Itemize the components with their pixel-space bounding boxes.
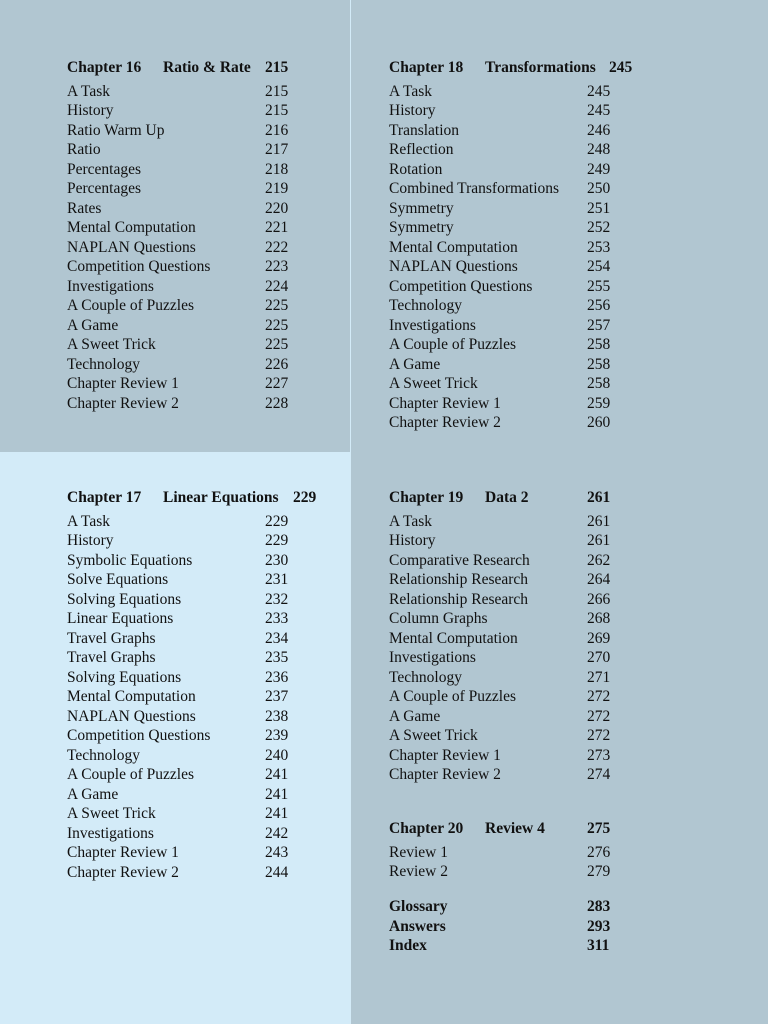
toc-entry-page: 236 bbox=[265, 668, 289, 686]
toc-entry-page: 258 bbox=[587, 336, 611, 353]
toc-entry-title: History bbox=[389, 102, 436, 119]
toc-entry-title: A Sweet Trick bbox=[67, 336, 156, 353]
toc-entry-title: Chapter Review 2 bbox=[67, 863, 179, 881]
toc-entry-title: A Task bbox=[67, 512, 110, 530]
toc-entry-page: 269 bbox=[587, 629, 611, 647]
toc-entry-title: Chapter Review 1 bbox=[67, 375, 179, 392]
toc-entry-page: 217 bbox=[265, 141, 289, 158]
toc-entry-page: 242 bbox=[265, 824, 289, 842]
toc-entry-title: Competition Questions bbox=[389, 277, 533, 295]
toc-entry-page: 259 bbox=[587, 394, 611, 412]
chapter-title: Data 2 bbox=[485, 489, 529, 506]
toc-entry-page: 221 bbox=[265, 219, 289, 236]
toc-entry-page: 238 bbox=[265, 707, 289, 725]
toc-entry-title: A Game bbox=[67, 316, 119, 334]
toc-entry-title: Comparative Research bbox=[389, 551, 530, 569]
toc-entry-title: A Couple of Puzzles bbox=[67, 766, 194, 783]
toc-entry-page: 251 bbox=[587, 199, 611, 217]
back-matter-title: Glossary bbox=[389, 898, 448, 915]
toc-entry-title: Column Graphs bbox=[389, 610, 488, 627]
chapter-number: Chapter 16 bbox=[67, 59, 142, 76]
toc-entry-page: 233 bbox=[265, 610, 289, 627]
toc-entry-page: 237 bbox=[265, 688, 289, 705]
toc-entry-title: NAPLAN Questions bbox=[389, 258, 518, 275]
toc-entry-title: Mental Computation bbox=[67, 688, 196, 705]
chapter-number: Chapter 17 bbox=[67, 489, 142, 506]
toc-entry-page: 250 bbox=[587, 180, 611, 197]
toc-entry-page: 225 bbox=[265, 336, 289, 353]
toc-entry-title: Chapter Review 1 bbox=[67, 844, 179, 861]
toc-entry-page: 276 bbox=[587, 843, 611, 861]
chapter-title: Linear Equations bbox=[163, 489, 279, 506]
toc-entry-page: 229 bbox=[265, 532, 289, 549]
chapter-number: Chapter 18 bbox=[389, 59, 464, 76]
toc-entry-title: Solve Equations bbox=[67, 571, 169, 588]
toc-entry-page: 266 bbox=[587, 590, 611, 608]
toc-entry-title: NAPLAN Questions bbox=[67, 238, 196, 256]
toc-entry-title: Ratio bbox=[67, 141, 101, 158]
chapter-page: 261 bbox=[587, 489, 611, 506]
toc-entry-title: A Game bbox=[389, 355, 441, 373]
toc-entry-page: 253 bbox=[587, 238, 611, 256]
toc-entry-page: 262 bbox=[587, 551, 611, 569]
toc-entry-title: Chapter Review 2 bbox=[67, 394, 179, 412]
toc-entry-page: 231 bbox=[265, 571, 289, 588]
toc-entry-page: 239 bbox=[265, 727, 289, 744]
toc-entry-page: 258 bbox=[587, 375, 611, 392]
toc-entry-page: 218 bbox=[265, 160, 289, 178]
toc-entry-title: A Couple of Puzzles bbox=[389, 688, 516, 705]
toc-entry-title: Mental Computation bbox=[67, 219, 196, 236]
toc-entry-page: 234 bbox=[265, 629, 289, 647]
toc-entry-title: Symbolic Equations bbox=[67, 551, 193, 569]
chapter-number: Chapter 19 bbox=[389, 489, 464, 506]
toc-entry-title: Combined Transformations bbox=[389, 180, 560, 197]
toc-entry-title: History bbox=[67, 102, 114, 119]
toc-entry-title: Competition Questions bbox=[67, 727, 211, 744]
toc-entry-title: Travel Graphs bbox=[67, 649, 156, 666]
toc-entry-title: Review 1 bbox=[389, 843, 448, 861]
toc-entry-page: 244 bbox=[265, 863, 289, 881]
toc-entry-title: Competition Questions bbox=[67, 258, 211, 275]
toc-entry-page: 258 bbox=[587, 355, 611, 373]
back-matter-page: 293 bbox=[587, 917, 611, 935]
toc-entry-page: 241 bbox=[265, 805, 289, 822]
chapter-page: 229 bbox=[293, 489, 317, 506]
toc-entry-page: 232 bbox=[265, 590, 289, 608]
toc-entry-title: Review 2 bbox=[389, 863, 448, 880]
toc-entry-page: 215 bbox=[265, 82, 289, 100]
toc-entry-page: 235 bbox=[265, 649, 289, 666]
toc-entry-title: Ratio Warm Up bbox=[67, 121, 165, 139]
chapter-number: Chapter 20 bbox=[389, 820, 464, 837]
toc-entry-title: Mental Computation bbox=[389, 238, 518, 256]
toc-entry-page: 241 bbox=[265, 766, 289, 783]
toc-entry-page: 228 bbox=[265, 394, 289, 412]
back-matter-title: Answers bbox=[389, 917, 446, 935]
toc-entry-page: 248 bbox=[587, 141, 611, 158]
back-matter-page: 283 bbox=[587, 898, 611, 915]
toc-entry-page: 224 bbox=[265, 277, 289, 295]
chapter-page: 215 bbox=[265, 59, 289, 76]
toc-entry-page: 216 bbox=[265, 121, 289, 139]
toc-entry-title: Relationship Research bbox=[389, 571, 529, 588]
back-matter-title: Index bbox=[389, 937, 427, 954]
toc-entry-page: 270 bbox=[587, 649, 611, 666]
toc-entry-page: 261 bbox=[587, 532, 611, 549]
toc-entry-title: A Couple of Puzzles bbox=[389, 336, 516, 353]
toc-entry-page: 225 bbox=[265, 297, 289, 314]
toc-entry-page: 245 bbox=[587, 82, 611, 100]
toc-entry-title: A Couple of Puzzles bbox=[67, 297, 194, 314]
toc-entry-title: Mental Computation bbox=[389, 629, 518, 647]
chapter-page: 245 bbox=[609, 59, 633, 76]
toc-entry-page: 245 bbox=[587, 102, 611, 119]
column-divider bbox=[350, 0, 351, 1024]
toc-entry-title: A Task bbox=[389, 512, 432, 530]
toc-entry-page: 249 bbox=[587, 160, 611, 178]
toc-entry-page: 279 bbox=[587, 863, 611, 880]
toc-entry-page: 246 bbox=[587, 121, 611, 139]
toc-entry-title: Relationship Research bbox=[389, 590, 529, 608]
chapter-title: Review 4 bbox=[485, 820, 545, 837]
toc-entry-title: Chapter Review 2 bbox=[389, 414, 501, 431]
toc-entry-page: 227 bbox=[265, 375, 289, 392]
toc-entry-title: Symmetry bbox=[389, 219, 454, 236]
toc-entry-title: Chapter Review 1 bbox=[389, 746, 501, 764]
toc-entry-title: Technology bbox=[67, 746, 140, 764]
toc-entry-page: 252 bbox=[587, 219, 611, 236]
toc-entry-page: 271 bbox=[587, 668, 611, 686]
toc-entry-page: 215 bbox=[265, 102, 289, 119]
toc-entry-page: 222 bbox=[265, 238, 289, 256]
toc-entry-page: 261 bbox=[587, 512, 611, 530]
toc-entry-page: 223 bbox=[265, 258, 289, 275]
toc-entry-page: 225 bbox=[265, 316, 289, 334]
chapter-title: Transformations bbox=[485, 59, 596, 76]
toc-entry-page: 256 bbox=[587, 297, 611, 314]
toc-entry-title: Chapter Review 1 bbox=[389, 394, 501, 412]
toc-entry-title: A Game bbox=[67, 785, 119, 803]
chapter-title: Ratio & Rate bbox=[163, 59, 251, 76]
toc-entry-title: Solving Equations bbox=[67, 668, 182, 686]
toc-entry-title: Investigations bbox=[67, 824, 154, 842]
toc-entry-title: A Sweet Trick bbox=[389, 375, 478, 392]
toc-entry-page: 273 bbox=[587, 746, 611, 764]
toc-entry-page: 240 bbox=[265, 746, 289, 764]
toc-entry-page: 226 bbox=[265, 355, 289, 373]
toc-entry-page: 272 bbox=[587, 688, 611, 705]
toc-entry-title: A Sweet Trick bbox=[389, 727, 478, 744]
toc-entry-title: Travel Graphs bbox=[67, 629, 156, 647]
toc-entry-title: A Game bbox=[389, 707, 441, 725]
toc-entry-page: 243 bbox=[265, 844, 289, 861]
toc-entry-title: Translation bbox=[389, 121, 460, 139]
toc-entry-page: 229 bbox=[265, 512, 289, 530]
toc-entry-page: 254 bbox=[587, 258, 611, 275]
toc-entry-title: Percentages bbox=[67, 180, 142, 197]
toc-entry-title: Rotation bbox=[389, 160, 443, 178]
toc-entry-title: A Sweet Trick bbox=[67, 805, 156, 822]
chapter-page: 275 bbox=[587, 820, 611, 837]
toc-entry-page: 241 bbox=[265, 785, 289, 803]
toc-entry-title: Technology bbox=[67, 355, 140, 373]
toc-entry-title: Investigations bbox=[67, 277, 154, 295]
toc-entry-title: Rates bbox=[67, 199, 102, 217]
toc-entry-page: 264 bbox=[587, 571, 611, 588]
toc-entry-page: 272 bbox=[587, 727, 611, 744]
toc-entry-title: Solving Equations bbox=[67, 590, 182, 608]
toc-entry-title: Percentages bbox=[67, 160, 142, 178]
toc-entry-page: 274 bbox=[587, 766, 611, 783]
toc-entry-page: 255 bbox=[587, 277, 611, 295]
toc-entry-title: A Task bbox=[389, 82, 432, 100]
toc-entry-title: Symmetry bbox=[389, 199, 454, 217]
toc-entry-title: Linear Equations bbox=[67, 610, 174, 627]
toc-entry-page: 220 bbox=[265, 199, 289, 217]
toc-entry-page: 268 bbox=[587, 610, 611, 627]
toc-entry-title: Investigations bbox=[389, 316, 476, 334]
toc-entry-title: Technology bbox=[389, 297, 462, 314]
back-matter-page: 311 bbox=[587, 937, 610, 954]
toc-entry-page: 219 bbox=[265, 180, 289, 197]
toc-entry-title: A Task bbox=[67, 82, 110, 100]
toc-entry-title: Investigations bbox=[389, 649, 476, 666]
toc-entry-title: History bbox=[389, 532, 436, 549]
toc-entry-title: Reflection bbox=[389, 141, 454, 158]
toc-entry-page: 230 bbox=[265, 551, 289, 569]
toc-entry-title: Technology bbox=[389, 668, 462, 686]
toc-entry-title: History bbox=[67, 532, 114, 549]
toc-entry-page: 257 bbox=[587, 316, 611, 334]
toc-entry-title: Chapter Review 2 bbox=[389, 766, 501, 783]
toc-entry-page: 272 bbox=[587, 707, 611, 725]
toc-entry-title: NAPLAN Questions bbox=[67, 707, 196, 725]
toc-entry-page: 260 bbox=[587, 414, 611, 431]
